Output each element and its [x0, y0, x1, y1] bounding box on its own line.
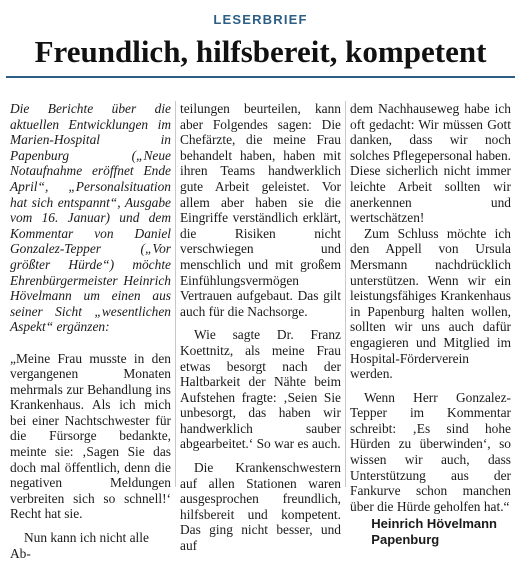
body-paragraph: dem Nachhauseweg habe ich oft gedacht: Wir müssen Gott danken, dass wir noch solches Pflegepersonal haben. Diese sicherlich nicht immer leichte Arbeit sollten wir anerkennen und wertschätzen!	[350, 101, 512, 226]
article-headline: Freundlich, hilfsbereit, kompetent	[34, 34, 487, 69]
body-paragraph: teilungen beurteilen, kann aber Folgendes sagen: Die Chefärzte, die meine Frau behandelt haben, haben mit ihren Teams handwerklich gute Arbeit geleistet. Vor allem aber haben sie die Eingriffe verständlich erklärt, die Risiken nicht verschwiegen und menschlich und mit großem Einfühlungsvermögen Vertrauen aufgebaut. Das gilt auch für die Nachsorge.	[180, 101, 341, 319]
intro-paragraph: Die Berichte über die aktuellen Entwicklungen im Marien-Hospital in Papenburg („Neue Notaufnahme eröffnet Ende April“, „Personalsituation hat sich entspannt“, Ausgabe vom 16. Januar) und dem Kommentar von Daniel Gonzalez-Tepper („Vor größter Hürde“) möchte Ehrenbürgermeister Heinrich Hövelmann um einen aus seiner Sicht „wesentlichen Aspekt“ ergänzen:	[10, 101, 171, 335]
headline-rule	[6, 76, 515, 78]
body-paragraph: Wie sagte Dr. Franz Koettnitz, als meine Frau etwas besorgt nach der Haltbarkeit der Nähte beim Aufstehen fragte: ‚Seien Sie unbesorgt, das haben wir handwerklich sauber abgearbeitet.‘ So war es auch.	[180, 327, 341, 452]
signature-name: Heinrich Hövelmann	[371, 516, 497, 532]
body-paragraph: Zum Schluss möchte ich den Appell von Ursula Mersmann nachdrücklich unterstützen. Wenn wir ein leistungsfähiges Krankenhaus in Papenburg halten wollen, sollten wir uns auch dafür engagieren und Mitglied im Hospital-Förderverein werden.	[350, 225, 511, 382]
signature-block	[350, 516, 511, 548]
body-paragraph: Nun kann ich nicht alle Ab-	[10, 530, 149, 561]
column-2	[175, 101, 345, 554]
spacer	[350, 382, 511, 390]
signature-place: Papenburg	[371, 532, 440, 548]
column-1	[6, 101, 175, 561]
letter-page	[0, 12, 521, 561]
body-paragraph: Wenn Herr Gonzalez-Tepper im Kommentar schreibt: ‚Es sind hohe Hürden zu überwinden‘, so wissen wir auch, dass Unterstützung aus der Fankurve schon manchen über die Hürde geholfen hat.“	[350, 389, 511, 514]
article-columns	[6, 101, 515, 561]
body-paragraph: Die Krankenschwestern auf allen Stationen waren ausgesprochen freundlich, hilfsbereit und kompetent. Das ging nicht besser, und auf	[180, 460, 341, 554]
column-3	[345, 101, 515, 548]
body-paragraph: „Meine Frau musste in den vergangenen Monaten mehrmals zur Behandlung ins Krankenhaus. Als ich mich bei einer Nachtschwester für die Fürsorge bedankte, meinte sie: ‚Sagen Sie das doch mal öffentlich, denn die negativen Meldungen verbreiten sich so schnell!‘ Recht hat sie.	[10, 350, 171, 522]
section-kicker: LESERBRIEF	[213, 12, 308, 27]
spacer	[10, 335, 171, 351]
spacer	[180, 319, 341, 327]
spacer	[10, 522, 171, 530]
spacer	[180, 452, 341, 460]
